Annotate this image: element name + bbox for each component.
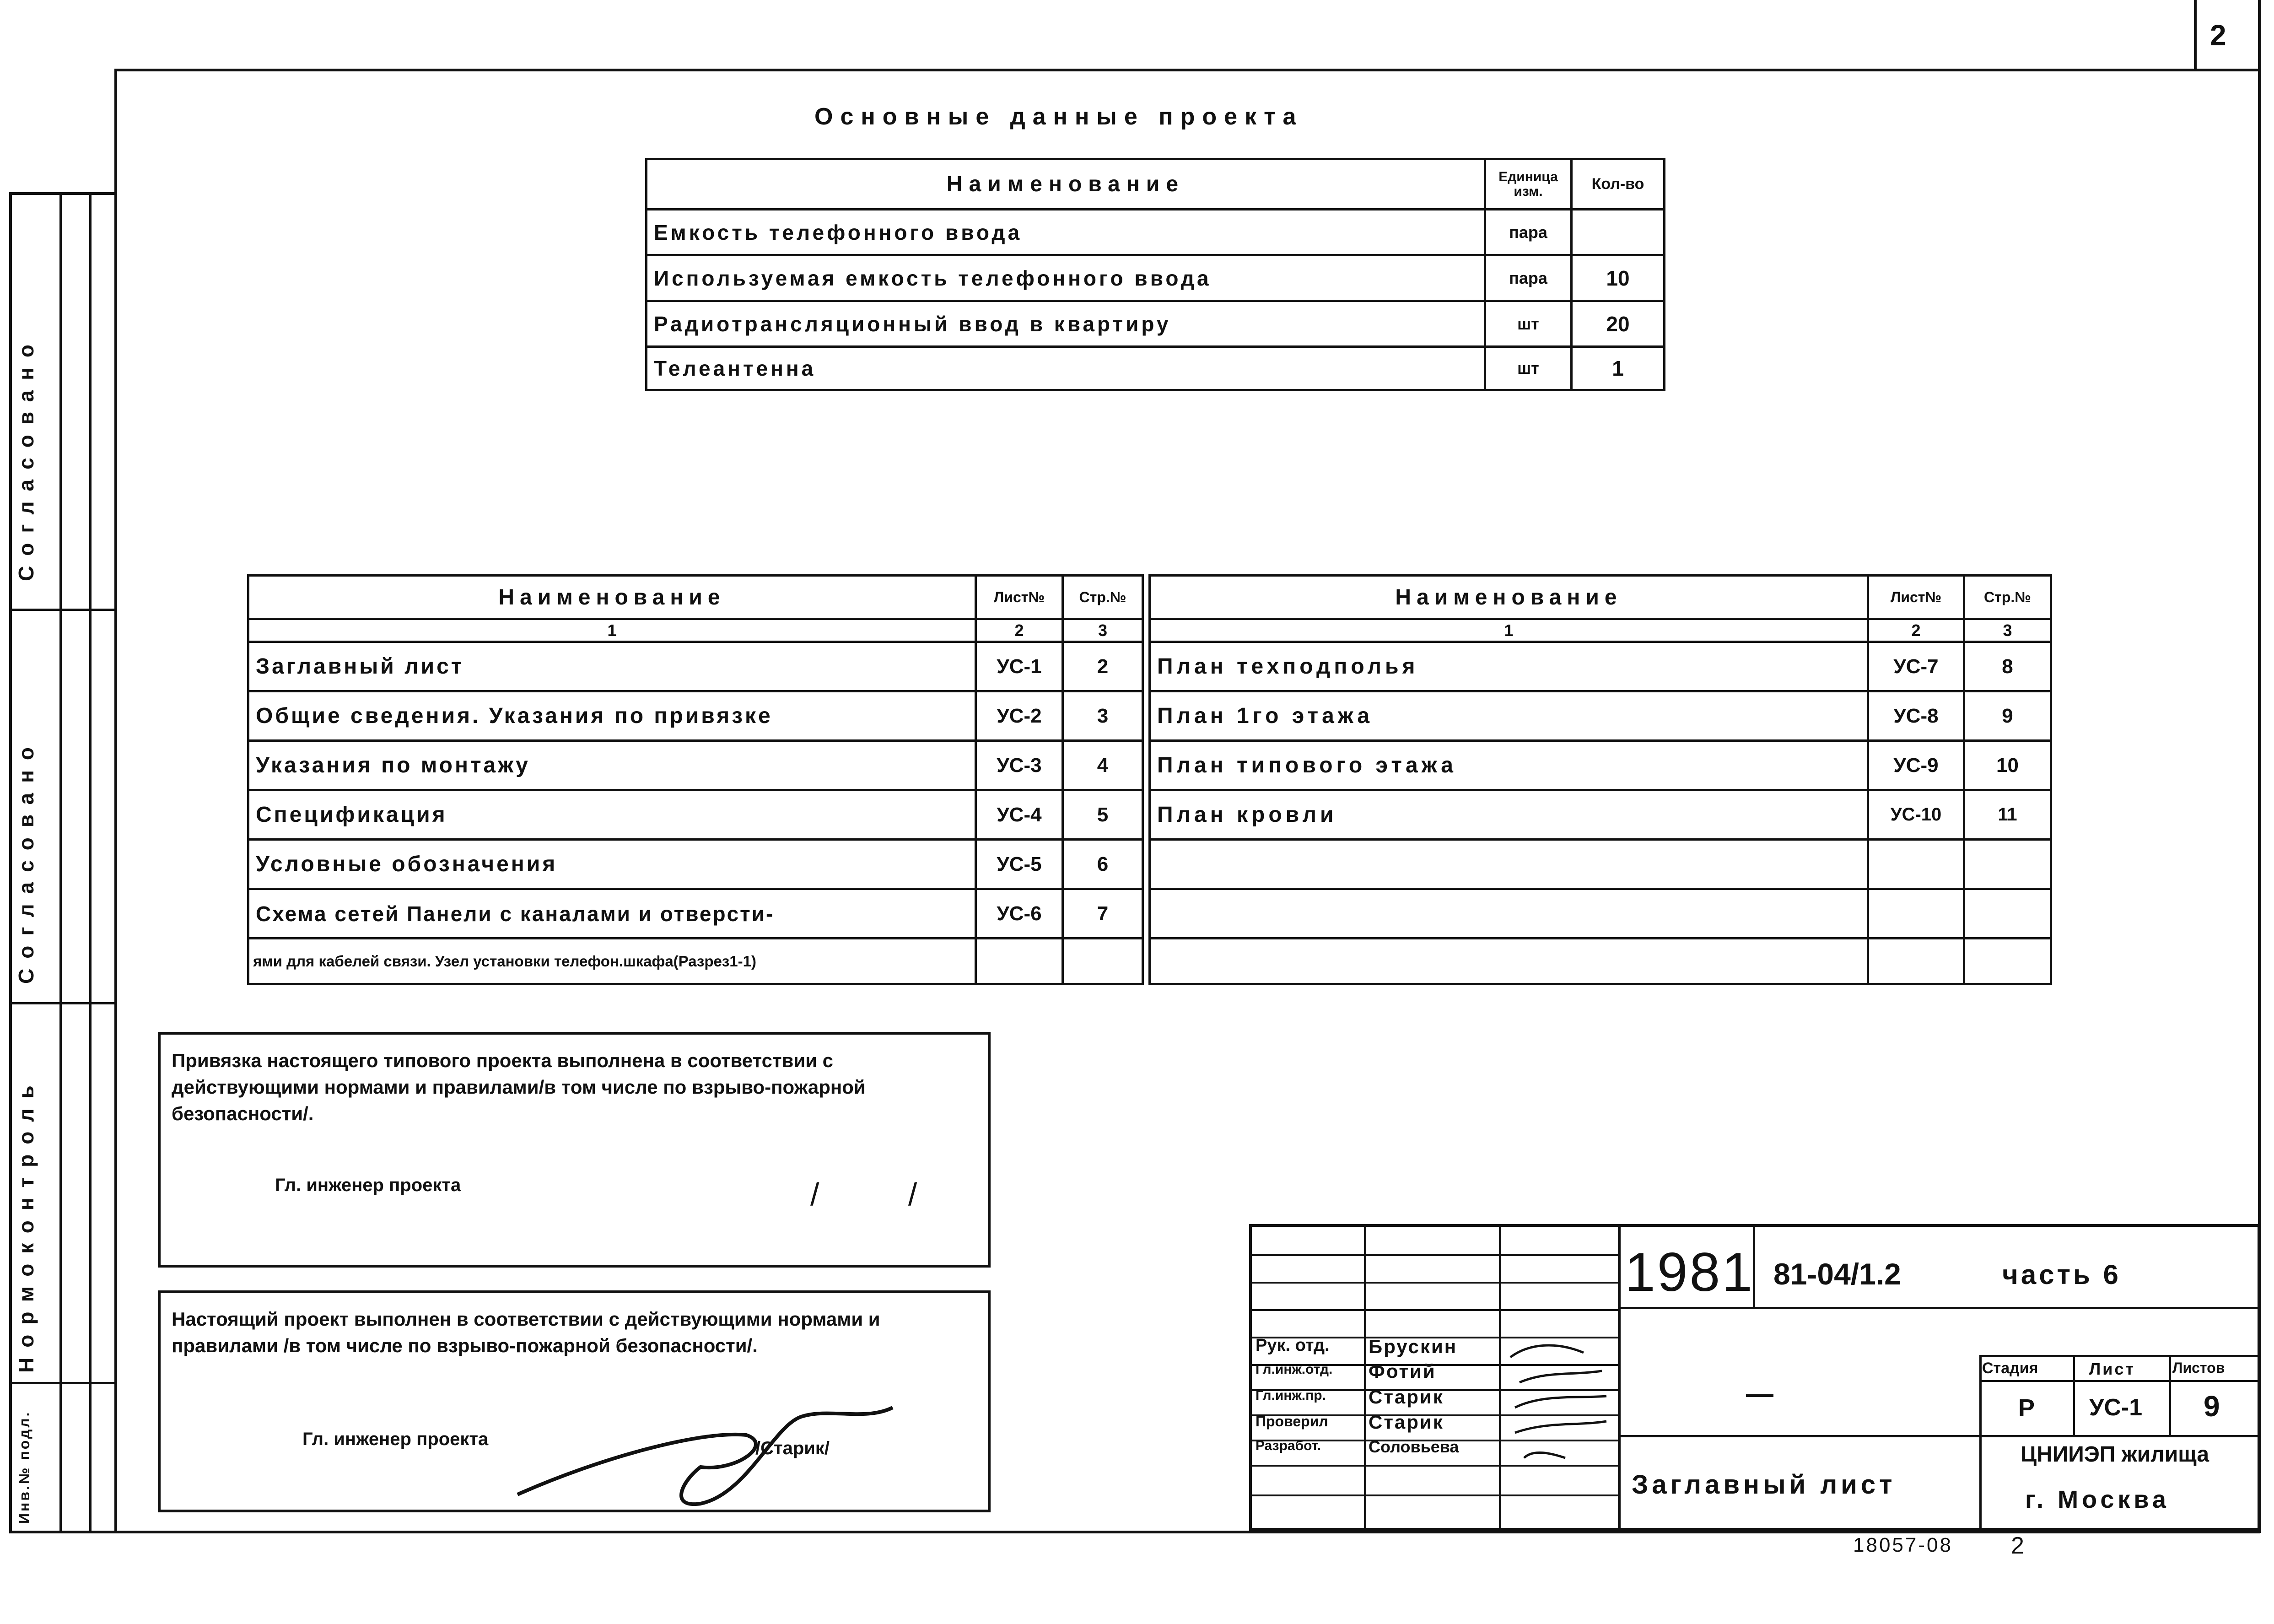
sheets-value: 9 [2204,1390,2220,1423]
list-header-sheet: Лист№ [1868,576,1964,619]
list-cell-name: Общие сведения. Указания по привязке [248,691,976,741]
list-cell-name: Спецификация [248,790,976,840]
data-header-unit: Единица изм. [1485,159,1572,210]
list-cell-name: План типового этажа [1150,741,1868,790]
list-cell-sheet [1868,889,1964,939]
sheets-label: Листов [2172,1360,2225,1376]
project-part: часть 6 [2002,1259,2121,1290]
list-header-sheet: Лист№ [976,576,1063,619]
project-data-table [645,158,1665,391]
footer-page: 2 [2011,1532,2024,1559]
role-label: Разработ. [1256,1438,1321,1453]
role-label: Проверил [1256,1413,1328,1430]
list-header-name: Наименование [248,576,976,619]
list-cell-name: Схема сетей Панели с каналами и отверсти- [248,889,976,939]
data-cell-qty: 20 [1572,301,1665,347]
list-header-page: Стр.№ [1063,576,1143,619]
role-name: Соловьева [1369,1437,1459,1456]
margin-top [9,192,114,195]
sheet-label: Лист [2089,1360,2136,1378]
main-title: Основные данные проекта [814,103,1304,130]
sheet-value: УС-1 [2089,1394,2143,1421]
document-title: Заглавный лист [1632,1470,1896,1500]
margin-bottom [9,1531,114,1533]
organization: ЦНИИЭП жилища [2021,1442,2209,1467]
role-name: Старик [1369,1411,1444,1433]
data-header-name: Наименование [647,159,1485,210]
table-row [1150,790,2051,840]
list-cell-sheet: УС-9 [1868,741,1964,790]
list-cell-name: Условные обозначения [248,840,976,889]
data-cell-name: Емкость телефонного ввода [647,210,1485,255]
data-cell-qty: 1 [1572,347,1665,390]
data-cell-unit: пара [1485,210,1572,255]
title-block [1249,1224,2260,1531]
data-cell-name: Телеантенна [647,347,1485,390]
col-number: 1 [1150,619,1868,642]
list-cell-name [1150,840,1868,889]
role-label: Гл.инж.отд. [1256,1362,1333,1377]
role-name: Брускин [1369,1336,1458,1357]
data-cell-unit: шт [1485,347,1572,390]
list-cell-name: План кровли [1150,790,1868,840]
chief-engineer-signature [508,1389,966,1513]
sheet-list-left [247,574,1144,985]
list-cell-name [1150,889,1868,939]
table-row [647,347,1665,390]
side-label-agreed-1: Согласовано [14,335,38,581]
table-row [248,790,1143,840]
signature-scribbles [1510,1345,1606,1458]
table-row [248,889,1143,939]
col-number: 2 [1868,619,1964,642]
list-cell-sheet: УС-3 [976,741,1063,790]
list-cell-name: Заглавный лист [248,642,976,691]
side-label-agreed-2: Согласовано [14,737,38,984]
role-label: Гл.инж.пр. [1256,1388,1326,1403]
data-cell-qty: 10 [1572,255,1665,301]
col-number: 2 [976,619,1063,642]
list-cell-page: 5 [1063,790,1143,840]
frame-bottom [114,1531,2260,1533]
list-cell-sheet: УС-8 [1868,691,1964,741]
col-number: 1 [248,619,976,642]
list-cell-sheet: УС-7 [1868,642,1964,691]
stage-label: Стадия [1982,1360,2038,1377]
compliance-note-signer: Гл. инженер проекта [302,1429,489,1449]
data-cell-unit: шт [1485,301,1572,347]
list-cell-page [1964,889,2051,939]
signature-stroke [517,1408,893,1504]
margin-sep-3 [9,1382,114,1384]
col-number: 3 [1063,619,1143,642]
list-cell-page: 8 [1964,642,2051,691]
list-cell-page: 3 [1063,691,1143,741]
table-row [248,840,1143,889]
margin-sep-2 [9,1002,114,1004]
table-row [1150,642,2051,691]
list-cell-sheet: УС-1 [976,642,1063,691]
table-row [248,741,1143,790]
data-cell-name: Используемая емкость телефонного ввода [647,255,1485,301]
signatures-column [1501,1339,1618,1495]
side-label-norm-control: Нормоконтроль [14,1075,38,1373]
stage-value: Р [2018,1394,2035,1422]
compliance-note [158,1290,991,1512]
binding-note-slashes: / / [810,1176,917,1212]
list-cell-name: ями для кабелей связи. Узел установки телефон.шкафа(Разрез1-1) [248,939,976,984]
list-cell-name [1150,939,1868,984]
frame-top [114,69,2260,71]
sheet-list-right [1148,574,2052,985]
role-name: Старик [1369,1386,1444,1408]
table-row [647,255,1665,301]
list-cell-sheet: УС-10 [1868,790,1964,840]
footer-code: 18057-08 [1853,1534,1953,1556]
list-cell-name: План техподполья [1150,642,1868,691]
table-row [647,210,1665,255]
table-row [1150,691,2051,741]
binding-note-signer: Гл. инженер проекта [275,1175,461,1195]
list-cell-sheet: УС-2 [976,691,1063,741]
list-cell-page [1964,840,2051,889]
margin-line-3 [89,192,92,1533]
list-cell-name: План 1го этажа [1150,691,1868,741]
list-cell-page [1964,939,2051,984]
list-cell-page: 6 [1063,840,1143,889]
list-cell-sheet: УС-6 [976,889,1063,939]
project-code: 81-04/1.2 [1773,1257,1901,1291]
table-row [1150,889,2051,939]
sheet-number: 2 [2210,19,2226,52]
list-header-name: Наименование [1150,576,1868,619]
list-cell-sheet: УС-5 [976,840,1063,889]
list-cell-page: 9 [1964,691,2051,741]
table-row [248,691,1143,741]
margin-sep-1 [9,609,114,611]
side-label-inv: Инв.№ подл. [16,1410,32,1524]
table-row [248,642,1143,691]
list-cell-sheet [1868,840,1964,889]
margin-line-1 [9,192,12,1533]
binding-note [158,1032,991,1268]
data-cell-name: Радиотрансляционный ввод в квартиру [647,301,1485,347]
table-row [1150,741,2051,790]
compliance-note-text: Настоящий проект выполнен в соответствии с действующими нормами и правилами /в том числе по взрыво-пожарной безопасности/. [172,1308,880,1356]
list-cell-page: 2 [1063,642,1143,691]
role-name: Фотий [1369,1360,1436,1382]
data-cell-unit: пара [1485,255,1572,301]
list-cell-sheet [976,939,1063,984]
binding-note-text: Привязка настоящего типового проекта выполнена в соответствии с действующими нормами и правилами/в том числе по взрыво-пожарной безопасности/. [172,1050,866,1124]
table-row [248,939,1143,984]
corner-divider [2194,0,2197,69]
margin-line-2 [59,192,62,1533]
list-cell-page: 11 [1964,790,2051,840]
table-row [1150,840,2051,889]
list-cell-sheet: УС-4 [976,790,1063,840]
list-cell-sheet [1868,939,1964,984]
data-cell-qty [1572,210,1665,255]
year: 1981 [1625,1241,1754,1303]
dash: — [1746,1378,1773,1409]
list-cell-page: 7 [1063,889,1143,939]
compliance-note-name: /Старик/ [755,1438,830,1458]
list-cell-name: Указания по монтажу [248,741,976,790]
table-row [647,301,1665,347]
list-header-page: Стр.№ [1964,576,2051,619]
city: г. Москва [2025,1486,2170,1513]
list-cell-page [1063,939,1143,984]
list-cell-page: 10 [1964,741,2051,790]
data-header-qty: Кол-во [1572,159,1665,210]
col-number: 3 [1964,619,2051,642]
table-row [1150,939,2051,984]
frame-left [114,69,117,1533]
list-cell-page: 4 [1063,741,1143,790]
role-label: Рук. отд. [1256,1336,1330,1355]
